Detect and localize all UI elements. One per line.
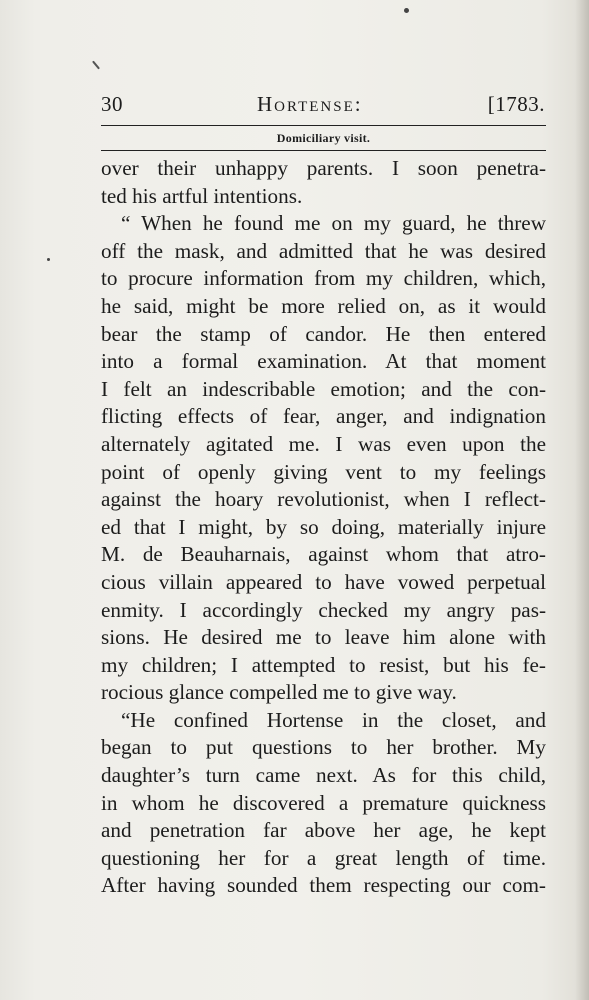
text-line: and penetration far above her age, he kept [101, 818, 546, 843]
running-title: Hortense: [257, 92, 363, 116]
text-line: “He confined Hortense in the closet, and [121, 707, 546, 732]
text-line: he said, might be more relied on, as it would [101, 293, 546, 318]
text-line: over their unhappy parents. I soon penetra- [101, 156, 546, 180]
header-rule-top [101, 125, 546, 126]
text-line: ted his artful intentions. [101, 183, 303, 208]
text-line: M. de Beauharnais, against whom that atro- [101, 542, 546, 567]
page-number: 30 [101, 92, 123, 116]
text-line: point of openly giving vent to my feelings [101, 459, 546, 484]
text-line: bear the stamp of candor. He then entered [101, 321, 546, 346]
section-subheading: Domiciliary visit. [276, 131, 371, 145]
text-line: sions. He desired me to leave him alone with [101, 625, 546, 650]
text-line: to procure information from my children, which, [101, 266, 546, 291]
text-line: I felt an indescribable emotion; and the con- [101, 376, 546, 401]
text-line: ed that I might, by so doing, materially injure [101, 514, 546, 539]
ink-mark [92, 61, 100, 70]
running-year: [1783. [487, 92, 545, 116]
text-line: After having sounded them respecting our com- [101, 873, 546, 898]
running-header [101, 92, 545, 118]
text-line: alternately agitated me. I was even upon the [101, 431, 546, 456]
text-line: flicting effects of fear, anger, and indignation [101, 404, 546, 429]
text-line: against the hoary revolutionist, when I reflect- [101, 487, 546, 512]
page-edge-shadow [575, 0, 589, 1000]
text-line: cious villain appeared to have vowed perpetual [101, 569, 546, 594]
ink-speck [47, 258, 50, 261]
text-line: off the mask, and admitted that he was desired [101, 238, 546, 263]
text-line: in whom he discovered a premature quickness [101, 790, 546, 815]
text-line: daughter’s turn came next. As for this child, [101, 763, 546, 788]
body-text [101, 155, 546, 900]
text-line: my children; I attempted to resist, but his fe- [101, 652, 546, 677]
text-line: “ When he found me on my guard, he threw [121, 211, 546, 236]
text-line: questioning her for a great length of time. [101, 845, 546, 870]
text-line: enmity. I accordingly checked my angry pas- [101, 597, 546, 622]
text-line: rocious glance compelled me to give way. [101, 680, 457, 705]
text-line: began to put questions to her brother. My [101, 735, 546, 760]
header-rule-bottom [101, 150, 546, 151]
text-line: into a formal examination. At that moment [101, 349, 546, 374]
ink-speck [404, 8, 409, 13]
